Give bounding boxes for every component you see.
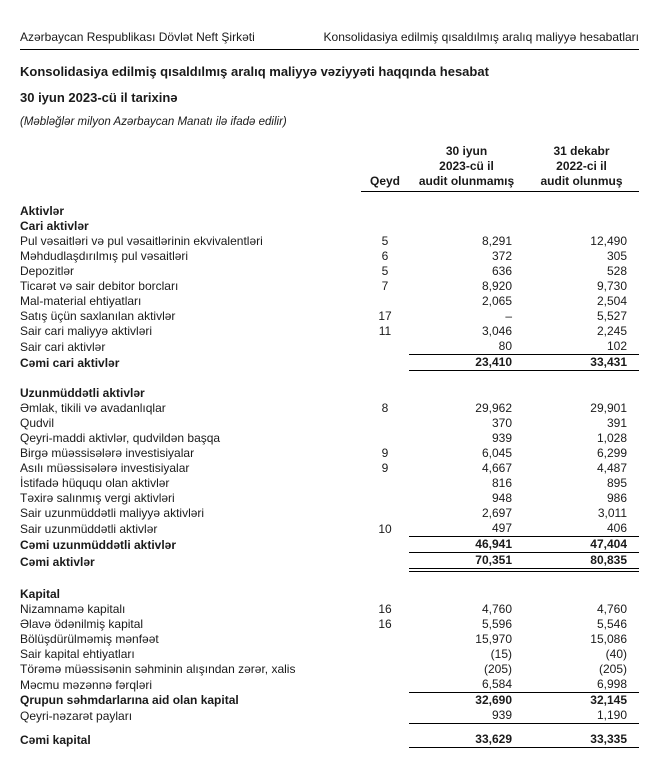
row-label: Qudvil [20, 416, 55, 430]
row-label: Mal-material ehtiyatları [20, 294, 142, 308]
value-2023: 70,351 [409, 553, 524, 571]
value-2022: 5,527 [596, 309, 627, 323]
value-2023: 46,941 [409, 537, 524, 553]
column-header-31-dec-2022 [524, 144, 639, 192]
statement-title: Konsolidasiya edilmiş qısaldılmış aralıq maliyyə vəziyyəti haqqında hesabat [20, 64, 489, 79]
value-2022: 29,901 [590, 401, 627, 415]
value-2022: 6,998 [596, 677, 627, 691]
column-header-line: 30 iyun [445, 144, 488, 158]
table-row [20, 249, 639, 264]
table-row [20, 324, 639, 339]
value-2023 [409, 219, 524, 234]
value-2023 [409, 386, 524, 401]
row-label: Məcmu məzənnə fərqləri [20, 677, 153, 692]
table-row [20, 264, 639, 279]
statement-date: 30 iyun 2023-cü il tarixinə [20, 90, 178, 105]
note-ref [361, 386, 409, 401]
row-label: Uzunmüddətli aktivlər [20, 386, 145, 400]
column-header-line: 31 dekabr [553, 144, 610, 158]
value-2023: 6,045 [481, 446, 512, 460]
value-2023: 6,584 [481, 677, 512, 691]
value-2022: 986 [606, 491, 627, 505]
table-row [20, 339, 639, 355]
value-2022: 102 [606, 339, 627, 353]
value-2022: 2,504 [596, 294, 627, 308]
value-2022: 6,299 [596, 446, 627, 460]
section-header-row [20, 192, 639, 220]
column-header-line: 2023-cü il [439, 159, 494, 173]
value-2023: 939 [491, 431, 512, 445]
row-label: Cəmi aktivlər [20, 555, 95, 569]
value-2022 [524, 386, 639, 401]
note-ref [361, 732, 409, 748]
table-row [20, 647, 639, 662]
row-label: Qeyri-nəzarət payları [20, 708, 133, 723]
total-row [20, 732, 639, 748]
note-ref [361, 553, 409, 571]
row-label: Satış üçün saxlanılan aktivlər [20, 309, 176, 323]
value-2023: 497 [491, 521, 512, 535]
row-label: Birgə müəssisələrə investisiyalar [20, 446, 195, 460]
value-2022: 33,335 [524, 732, 639, 748]
value-2023: – [505, 309, 512, 323]
note-ref: 9 [381, 446, 389, 460]
value-2023: 4,667 [481, 461, 512, 475]
table-row [20, 401, 639, 416]
value-2022: 528 [606, 264, 627, 278]
total-row [20, 537, 639, 553]
row-label: Sair uzunmüddətli maliyyə aktivləri [20, 506, 205, 520]
company-name: Azərbaycan Respublikası Dövlət Neft Şirkəti [20, 30, 255, 44]
value-2023 [409, 192, 524, 220]
note-ref [361, 587, 409, 602]
value-2022: 9,730 [596, 279, 627, 293]
financial-position-table [20, 144, 639, 748]
section-header-row [20, 386, 639, 401]
table-row [20, 294, 639, 309]
note-ref [361, 677, 409, 693]
value-2023: 2,697 [481, 506, 512, 520]
spacer-cell [20, 371, 639, 387]
table-row [20, 234, 639, 249]
table-row [20, 662, 639, 677]
row-label: Kapital [20, 587, 61, 601]
spacer-cell [20, 570, 639, 587]
note-ref [361, 632, 409, 647]
row-label: Pul vəsaitləri və pul vəsaitlərinin ekvivalentləri [20, 234, 263, 248]
label-column-header [20, 144, 361, 192]
currency-note: (Məbləğlər milyon Azərbaycan Manatı ilə ifadə edilir) [20, 116, 287, 128]
doc-header [20, 30, 639, 50]
value-2023: 939 [409, 708, 524, 724]
value-2022: 80,835 [524, 553, 639, 571]
spacer-cell [20, 724, 639, 733]
value-2023: (15) [490, 647, 512, 661]
column-header-line: audit olunmamış [418, 174, 515, 188]
note-ref [361, 219, 409, 234]
note-column-header: Qeyd [361, 144, 409, 192]
value-2023 [409, 587, 524, 602]
row-label: Bölüşdürülməmiş mənfəət [20, 632, 159, 646]
value-2022: 5,546 [596, 617, 627, 631]
note-ref: 9 [381, 461, 389, 475]
value-2023: 15,970 [475, 632, 512, 646]
row-label: Qrupun səhmdarlarına aid olan kapital [20, 693, 239, 707]
value-2023: 32,690 [409, 693, 524, 709]
total-row [20, 553, 639, 571]
value-2022: 4,487 [596, 461, 627, 475]
value-2022 [524, 192, 639, 220]
table-row [20, 602, 639, 617]
note-ref [361, 431, 409, 446]
column-header-row [20, 144, 639, 192]
note-ref: 17 [378, 309, 392, 323]
value-2022: 305 [606, 249, 627, 263]
value-2023: 816 [491, 476, 512, 490]
spacer-row [20, 371, 639, 387]
value-2022: 1,028 [596, 431, 627, 445]
row-label: Sair uzunmüddətli aktivlər [20, 521, 158, 536]
table-row [20, 461, 639, 476]
value-2022: 33,431 [524, 355, 639, 371]
table-row [20, 431, 639, 446]
value-2022: 32,145 [524, 693, 639, 709]
note-ref: 10 [378, 521, 392, 536]
note-ref [361, 491, 409, 506]
section-header-row [20, 219, 639, 234]
note-ref [361, 506, 409, 521]
table-row [20, 416, 639, 431]
value-2023: 29,962 [475, 401, 512, 415]
note-ref: 5 [381, 264, 389, 278]
value-2022 [524, 587, 639, 602]
value-2022: 1,190 [524, 708, 639, 724]
row-label: Məhdudlaşdırılmış pul vəsaitləri [20, 249, 189, 263]
row-label: İstifadə hüququ olan aktivlər [20, 476, 170, 490]
row-label: Əlavə ödənilmiş kapital [20, 617, 144, 631]
value-2023: 948 [491, 491, 512, 505]
column-header-line: 2022-ci il [556, 159, 607, 173]
row-label: Törəmə müəssisənin səhminin alışından zərər, xalis [20, 662, 296, 676]
row-label: Qeyri-maddi aktivlər, qudvildən başqa [20, 431, 221, 445]
note-ref [361, 339, 409, 355]
note-ref: 8 [381, 401, 389, 415]
row-label: Cəmi uzunmüddətli aktivlər [20, 537, 177, 552]
value-2023: 8,920 [481, 279, 512, 293]
value-2022: 895 [606, 476, 627, 490]
row-label: Sair cari aktivlər [20, 339, 106, 354]
column-header-30-jun-2023 [409, 144, 524, 192]
table-row [20, 279, 639, 294]
value-2023: 370 [491, 416, 512, 430]
value-2022: 12,490 [590, 234, 627, 248]
value-2023: 372 [491, 249, 512, 263]
value-2023: 2,065 [481, 294, 512, 308]
value-2022: 406 [606, 521, 627, 535]
value-2023: 80 [498, 339, 512, 353]
value-2022: 4,760 [596, 602, 627, 616]
total-row [20, 355, 639, 371]
note-ref: 11 [378, 324, 392, 338]
value-2022 [524, 219, 639, 234]
table-row [20, 708, 639, 724]
value-2023: 3,046 [481, 324, 512, 338]
row-label: Ticarət və sair debitor borcları [20, 279, 179, 293]
row-label: Əmlak, tikili və avadanlıqlar [20, 401, 166, 415]
note-ref [361, 647, 409, 662]
note-ref: 5 [381, 234, 389, 248]
table-row [20, 491, 639, 506]
value-2022: 3,011 [597, 506, 627, 520]
note-ref: 16 [378, 617, 392, 631]
note-ref [361, 537, 409, 553]
row-label: Sair cari maliyyə aktivləri [20, 324, 153, 338]
note-ref [361, 708, 409, 724]
table-row [20, 506, 639, 521]
row-label: Sair kapital ehtiyatları [20, 647, 135, 661]
table-row [20, 521, 639, 537]
spacer-row [20, 570, 639, 587]
note-ref [361, 476, 409, 491]
value-2023: 8,291 [481, 234, 512, 248]
value-2023: 5,596 [481, 617, 512, 631]
table-row [20, 617, 639, 632]
total-row [20, 693, 639, 709]
row-label: Cari aktivlər [20, 219, 89, 233]
value-2022: 47,404 [524, 537, 639, 553]
note-ref [361, 192, 409, 220]
row-label: Nizamnamə kapitalı [20, 602, 126, 616]
row-label: Təxirə salınmış vergi aktivləri [20, 491, 175, 505]
section-header-row [20, 587, 639, 602]
value-2023: 33,629 [409, 732, 524, 748]
note-ref [361, 693, 409, 709]
note-ref [361, 416, 409, 431]
value-2023: 23,410 [409, 355, 524, 371]
row-label: Asılı müəssisələrə investisiyalar [20, 461, 190, 475]
note-ref [361, 355, 409, 371]
table-row [20, 309, 639, 324]
value-2023: 636 [491, 264, 512, 278]
value-2022: (40) [605, 647, 627, 661]
table-row [20, 446, 639, 461]
value-2023: 4,760 [481, 602, 512, 616]
table-row [20, 476, 639, 491]
row-label: Cəmi cari aktivlər [20, 355, 120, 370]
row-label: Aktivlər [20, 204, 65, 218]
note-ref: 6 [381, 249, 389, 263]
row-label: Depozitlər [20, 264, 75, 278]
spacer-row [20, 724, 639, 733]
table-row [20, 677, 639, 693]
note-ref: 7 [381, 279, 389, 293]
row-label: Cəmi kapital [20, 732, 91, 747]
report-type: Konsolidasiya edilmiş qısaldılmış aralıq maliyyə hesabatları [323, 30, 639, 44]
value-2023: (205) [483, 662, 512, 676]
note-ref [361, 662, 409, 677]
column-header-line: audit olunmuş [540, 174, 623, 188]
table-row [20, 632, 639, 647]
note-ref [361, 294, 409, 309]
value-2022: 15,086 [590, 632, 627, 646]
value-2022: 2,245 [596, 324, 627, 338]
note-ref: 16 [378, 602, 392, 616]
value-2022: 391 [606, 416, 627, 430]
value-2022: (205) [598, 662, 627, 676]
